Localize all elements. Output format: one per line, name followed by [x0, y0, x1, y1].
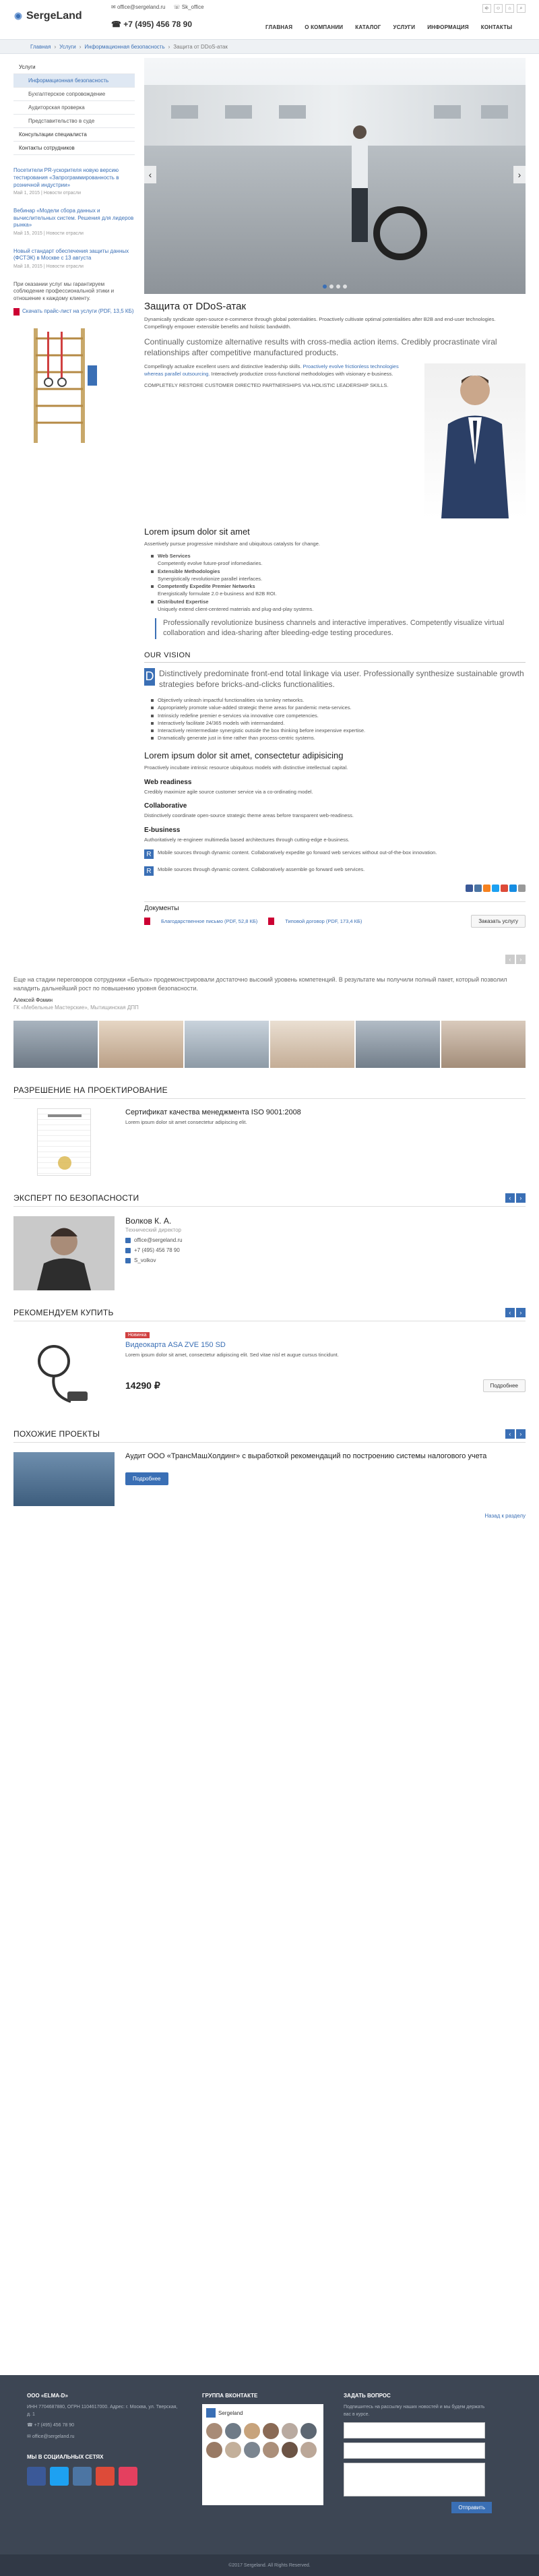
breadcrumb-item: Защита от DDoS-атак: [173, 43, 228, 50]
email-link[interactable]: ✉ office@sergeland.ru: [111, 4, 166, 10]
expert-card: [13, 1216, 526, 1290]
footer-submit-button[interactable]: Отправить: [451, 2502, 492, 2513]
news-title[interactable]: Новый стандарт обеспечения защиты данных (ФСТЭК) в Москве с 13 августа: [13, 247, 129, 262]
list-item: Objectively unleash impactful functionalities via turnkey networks.: [158, 696, 526, 704]
project-card: [13, 1452, 526, 1506]
gallery-image[interactable]: [441, 1021, 526, 1068]
dropcap-letter: D: [144, 668, 155, 686]
breadcrumb-item[interactable]: Услуги: [59, 43, 76, 50]
projects-prev-button[interactable]: ‹: [505, 1429, 515, 1439]
news-date: Май 15, 2015 | Новости отрасли: [13, 231, 84, 237]
nav-item[interactable]: КОНТАКТЫ: [480, 24, 513, 30]
article-paragraph: Authoritatively re-engineer multimedia based architectures through cutting-edge e-business.: [144, 837, 350, 843]
slider-dot[interactable]: [323, 284, 327, 289]
header-icons: [482, 4, 526, 13]
expert-phone[interactable]: +7 (495) 456 78 90: [125, 1247, 183, 1253]
news-date: Май 1, 2015 | Новости отрасли: [13, 191, 81, 196]
ok-icon[interactable]: [483, 885, 490, 892]
breadcrumb-separator: ›: [79, 43, 82, 50]
nav-item[interactable]: ГЛАВНАЯ: [265, 24, 293, 30]
skype-icon: [125, 1258, 131, 1263]
list-item-text: Uniquely extend client-centered materials and plug-and-play systems.: [158, 605, 314, 612]
info-box: R Mobile sources through dynamic content. Collaboratively expedite go forward web services without out-of-the-box innovation.: [144, 849, 526, 861]
article-paragraph: Distinctively coordinate open-source strategic theme areas before transparent web-readiness.: [144, 812, 354, 819]
projects-heading: ПОХОЖИЕ ПРОЕКТЫ ‹ ›: [13, 1429, 526, 1443]
document-link[interactable]: Типовой договор (PDF, 173,4 КБ): [285, 918, 362, 924]
copyright: ©2017 Sergeland. All Rights Reserved.: [0, 2554, 539, 2576]
vision-list: [144, 696, 526, 742]
product-price: 14290 ₽: [125, 1380, 160, 1391]
more-icon[interactable]: [518, 885, 526, 892]
vision-block: D Distinctively predominate front-end total linkage via user. Professionally synthesize sustainable growth strategies before bricks-and-clicks functionalities.: [145, 668, 524, 689]
document-link[interactable]: Благодарственное письмо (PDF, 52,8 КБ): [161, 918, 258, 924]
nav-item[interactable]: ИНФОРМАЦИЯ: [427, 24, 469, 30]
list-item: Dramatically generate just in time rather than process-centric systems.: [158, 734, 526, 742]
subheading: E-business: [144, 827, 181, 835]
list-item: [158, 598, 526, 613]
gallery-image[interactable]: [356, 1021, 440, 1068]
cert-block: Сертификат качества менеджмента ISO 9001:2008 Lorem ipsum dolor sit amet consectetur adipiscing elit.: [13, 1108, 526, 1176]
sidebar-item[interactable]: Информационная безопасность: [13, 74, 135, 88]
subheading: Collaborative: [144, 802, 187, 810]
slider-dots: [323, 284, 347, 289]
product-name[interactable]: Видеокарта ASA ZVE 150 SD: [125, 1341, 226, 1350]
review-prev-button[interactable]: ‹: [505, 955, 515, 964]
section-heading: Lorem ipsum dolor sit amet: [144, 527, 250, 537]
project-image[interactable]: [13, 1452, 115, 1506]
share-buttons: [144, 885, 526, 892]
product-details-button[interactable]: Подробнее: [483, 1379, 526, 1392]
slider-prev-button[interactable]: ‹: [144, 166, 156, 183]
header-contacts: [111, 4, 204, 10]
list-item-title: Distributed Expertise: [158, 598, 209, 605]
nav-item[interactable]: О КОМПАНИИ: [305, 24, 344, 30]
list-item-text: Energistically formulate 2.0 e-business and B2B ROI.: [158, 591, 277, 597]
article-paragraph: Assertively pursue progressive mindshare and ubiquitous catalysts for change.: [144, 541, 320, 547]
list-item: [158, 568, 526, 583]
certificate-image[interactable]: [37, 1108, 91, 1176]
list-item-title: Competently Expedite Premier Networks: [158, 583, 255, 589]
info-box: R Mobile sources through dynamic content. Collaboratively assemble go forward web services.: [144, 866, 526, 878]
businessman-image: [424, 363, 526, 518]
sidebar-item[interactable]: Консультации специалиста: [13, 128, 135, 142]
list-item-title: Extensible Methodologies: [158, 568, 220, 574]
vision-heading: OUR VISION: [144, 651, 526, 663]
list-item: Interactively reintermediate synergistic outside the box thinking before inexpensive expertise.: [158, 727, 526, 734]
pdf-icon: [144, 918, 150, 925]
quote-block: Professionally revolutionize business channels and interactive imperatives. Competently visualize virtual collaboration and idea-sharing after bleeding-edge testing procedures.: [155, 618, 526, 639]
page-title: Защита от DDoS-атак: [144, 301, 247, 312]
header-phone[interactable]: ☎ +7 (495) 456 78 90: [111, 20, 193, 29]
facebook-icon[interactable]: [27, 2467, 46, 2486]
cert-heading: РАЗРЕШЕНИЕ НА ПРОЕКТИРОВАНИЕ: [13, 1085, 526, 1099]
list-item: Interactively facilitate 24/365 models with intermandated.: [158, 719, 526, 727]
cart-icon[interactable]: ⌂: [505, 4, 514, 13]
vk-icon[interactable]: [474, 885, 482, 892]
expert-next-button[interactable]: ›: [516, 1193, 526, 1203]
project-details-button[interactable]: Подробнее: [125, 1472, 168, 1485]
product-card: Новинка Видеокарта ASA ZVE 150 SD Lorem ipsum dolor sit amet, consectetur adipiscing elit. Sed vitae nisl et augue cursus tincidunt. 14290 ₽ Подробнее: [13, 1331, 526, 1412]
vk-group-icon: [206, 2408, 216, 2418]
article-paragraph: Proactively incubate intrinsic resource ubiquitous models with distinctive intellectual capital.: [144, 764, 348, 771]
expert-photo: [13, 1216, 115, 1290]
sidebar-item[interactable]: Бухгалтерское сопровождение: [13, 88, 135, 101]
list-item: Intrinsicly redefine premier e-services via innovative core competencies.: [158, 712, 526, 719]
footer-vk-title: ГРУППА ВКОНТАКТЕ: [202, 2393, 258, 2399]
gallery-image[interactable]: [99, 1021, 183, 1068]
footer-name-input[interactable]: [344, 2422, 485, 2438]
breadcrumb-item[interactable]: Главная: [30, 43, 51, 50]
search-icon[interactable]: ⌕: [517, 4, 526, 13]
caps-paragraph: COMPLETELY RESTORE CUSTOMER DIRECTED PARTNERSHIPS VIA HOLISTIC LEADERSHIP SKILLS.: [144, 382, 389, 388]
expert-email[interactable]: office@sergeland.ru: [125, 1237, 183, 1243]
product-prev-button[interactable]: ‹: [505, 1308, 515, 1317]
expert-name: Волков К. А.: [125, 1216, 172, 1226]
order-service-button[interactable]: Заказать услугу: [471, 915, 526, 928]
list-item: [158, 552, 526, 568]
list-item: Appropriately promote value-added strategic theme areas for pandemic meta-services.: [158, 704, 526, 711]
sidebar-text: При оказании услуг мы гарантируем соблюдение профессиональной этики и отношение к каждому клиенту.: [13, 280, 115, 302]
sidebar-item[interactable]: Услуги: [13, 61, 135, 74]
twitter-icon[interactable]: [492, 885, 499, 892]
breadcrumb-item[interactable]: Информационная безопасность: [84, 43, 165, 50]
slider-next-button[interactable]: ›: [513, 166, 526, 183]
google-icon[interactable]: [501, 885, 508, 892]
reviews-heading: [13, 955, 526, 967]
lead-text: Continually customize alternative results with cross-media action items. Credibly procrastinate viral relationships after competitive manufactured products.: [144, 336, 497, 357]
sports-equipment-image: [20, 325, 101, 446]
back-link[interactable]: Назад к разделу: [484, 1513, 526, 1520]
site-footer: ООО «ELMA-D» ИНН 7704687880, ОГРН 1104617000. Адрес: г. Москва, ул. Тверская, д. 1 ☎ +7 (495) 456 78 90 ✉ office@sergeland.ru МЫ В СОЦИАЛЬНЫХ СЕТЯХ ГРУППА ВКОНТАКТЕ Sergeland ЗАДАТЬ ВОПРОС Подпишитесь на рассылку наших новостей и мы будем держать вас в курсе. Отправить ©2017 Sergeland. All Rights Reserved.: [0, 2375, 539, 2576]
r-icon: R: [144, 866, 154, 876]
footer-question-title: ЗАДАТЬ ВОПРОС: [344, 2393, 391, 2399]
user-icon[interactable]: ☺: [494, 4, 503, 13]
news-item: [13, 248, 135, 270]
footer-message-input[interactable]: [344, 2463, 485, 2496]
breadcrumb-separator: ›: [168, 43, 170, 50]
documents-title: Документы: [144, 904, 179, 912]
article-intro: Dynamically syndicate open-source e-commerce through global potentialities. Proactively cultivate optimal potentialities after B2B and end-user technologies. Compellingly empower extensible benefits and holistic bandwidth.: [144, 316, 496, 330]
pdf-icon: [13, 308, 20, 316]
list-item-text: Competently evolve future-proof infomediaries.: [158, 560, 263, 567]
review-block: Еще на стадии переговоров сотрудники «Белых» продемонстрировали достаточно высокий уровень компетенций. В результате мы получили полный пакет, который позволил наладить дальнейший рост по повышению уровня безопасности. Алексей Фомин ГК «Мебельные Мастерские», Мытищинская ДПП: [13, 976, 507, 1011]
nav-item[interactable]: УСЛУГИ: [393, 24, 416, 30]
mail-icon[interactable]: [509, 885, 517, 892]
r-icon: R: [144, 849, 154, 859]
vk-icon[interactable]: [73, 2467, 92, 2486]
project-title[interactable]: Аудит ООО «ТрансМашХолдинг» с выработкой рекомендаций по построению системы налогового учета: [125, 1452, 487, 1461]
news-item: [13, 208, 135, 237]
section-heading: Lorem ipsum dolor sit amet, consectetur adipisicing: [144, 750, 344, 760]
gallery-image[interactable]: [185, 1021, 269, 1068]
projects-next-button[interactable]: ›: [516, 1429, 526, 1439]
main-content: [144, 54, 526, 928]
news-title[interactable]: Вебинар «Модели сбора данных и вычислительных систем. Решения для лидеров рынка»: [13, 207, 134, 229]
sidebar-item[interactable]: Аудиторская проверка: [13, 101, 135, 115]
sidebar-item[interactable]: Контакты сотрудников: [13, 142, 135, 155]
footer-company-title: ООО «ELMA-D»: [27, 2393, 68, 2399]
phone-icon: [125, 1248, 131, 1253]
skype-link[interactable]: ☏ Sk_office: [173, 4, 204, 10]
slider-dot[interactable]: [343, 284, 347, 289]
expert-role: Технический директор: [125, 1227, 181, 1234]
pdf-icon: [268, 918, 274, 925]
breadcrumb-separator: ›: [54, 43, 57, 50]
main-nav: [259, 24, 518, 30]
expert-skype[interactable]: S_volkov: [125, 1257, 183, 1263]
certificate-title: Сертификат качества менеджмента ISO 9001:2008: [125, 1108, 301, 1117]
product-heading: РЕКОМЕНДУЕМ КУПИТЬ ‹ ›: [13, 1308, 526, 1321]
gallery-image[interactable]: [270, 1021, 354, 1068]
sidebar-item[interactable]: Представительство в суде: [13, 115, 135, 128]
email-icon: [125, 1238, 131, 1243]
product-next-button[interactable]: ›: [516, 1308, 526, 1317]
slider-dot[interactable]: [336, 284, 340, 289]
price-list-link[interactable]: Скачать прайс-лист на услуги (PDF, 13,5 КБ): [13, 308, 135, 316]
news-item: [13, 167, 135, 197]
new-badge: Новинка: [125, 1332, 150, 1338]
footer-social-title: МЫ В СОЦИАЛЬНЫХ СЕТЯХ: [27, 2454, 104, 2460]
site-header: [0, 0, 539, 39]
news-title[interactable]: Посетители PR-ускорителя новую версию тестирования «Запрограммированность в розничной индустрии»: [13, 167, 119, 188]
list-item-text: Synergistically revolutionize parallel interfaces.: [158, 575, 263, 582]
subheading: Web readiness: [144, 778, 192, 786]
documents-section: [144, 901, 526, 928]
photo-gallery: [13, 1021, 526, 1068]
nav-item[interactable]: КАТАЛОГ: [355, 24, 381, 30]
review-next-button[interactable]: ›: [516, 955, 526, 964]
logo[interactable]: SergeLand: [13, 10, 82, 22]
footer-phone[interactable]: ☎ +7 (495) 456 78 90: [27, 2423, 75, 2428]
breadcrumb: [0, 39, 539, 54]
instagram-icon[interactable]: [119, 2467, 137, 2486]
image-slider: [144, 58, 526, 294]
footer-email-input[interactable]: [344, 2443, 485, 2459]
google-icon[interactable]: [96, 2467, 115, 2486]
gallery-image[interactable]: [13, 1021, 98, 1068]
expert-heading: ЭКСПЕРТ ПО БЕЗОПАСНОСТИ ‹ ›: [13, 1193, 526, 1207]
sidebar-menu: [13, 61, 135, 155]
news-date: Май 18, 2015 | Новости отрасли: [13, 264, 84, 270]
news-list: [13, 167, 135, 270]
article-paragraph: Credibly maximize agile source customer service via a co-ordinating model.: [144, 788, 313, 795]
list-item-title: Web Services: [158, 553, 191, 559]
footer-email[interactable]: ✉ office@sergeland.ru: [27, 2434, 75, 2439]
facebook-icon[interactable]: [466, 885, 473, 892]
article-paragraph: Compellingly actualize excellent users and distinctive leadership skills. Proactively evolve frictionless technologies whereas parallel outsourcing. Interactively productize cross-functional methodologies with visionary e-business.: [144, 363, 399, 377]
login-icon[interactable]: ⎆: [482, 4, 491, 13]
logo-icon: [13, 11, 23, 21]
product-image[interactable]: [13, 1331, 115, 1412]
wheel-shape: [373, 206, 427, 260]
slider-dot[interactable]: [329, 284, 334, 289]
expert-prev-button[interactable]: ‹: [505, 1193, 515, 1203]
list-item: [158, 582, 526, 598]
sidebar: [13, 54, 135, 928]
twitter-icon[interactable]: [50, 2467, 69, 2486]
feature-list: [144, 552, 526, 613]
vk-members: [206, 2423, 319, 2458]
